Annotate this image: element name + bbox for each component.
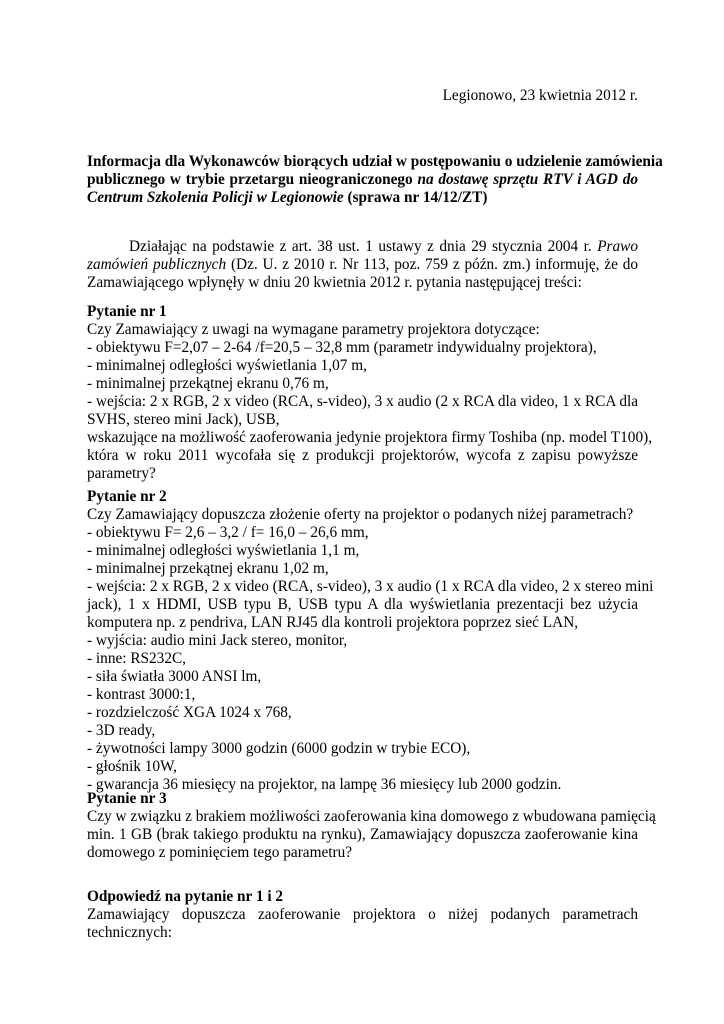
q1-line: wskazujące na możliwość zaoferowania jedynie projektora firmy Toshiba (np. model T100),: [87, 429, 653, 446]
q3-line: domowego z pominięciem tego parametru?: [87, 844, 353, 861]
q3-line: Czy w związku z brakiem możliwości zaoferowania kina domowego z wbudowana pamięcią: [87, 808, 656, 825]
q2-line: komputera np. z pendriva, LAN RJ45 dla kontroli projektora poprzez sieć LAN,: [87, 614, 579, 631]
answer-section: [87, 888, 638, 942]
question-1-heading: Pytanie nr 1: [87, 303, 167, 320]
question-1: [87, 303, 653, 483]
q1-line: która w roku 2011 wycofała się z produkcji projektorów, wycofa z zapisu powyższe: [87, 447, 638, 464]
title-line-3: [87, 189, 638, 207]
q3-line: min. 1 GB (brak takiego produktu na rynku), Zamawiający dopuszcza zaoferowanie kina: [87, 826, 638, 843]
q1-line: Czy Zamawiający z uwagi na wymagane parametry projektora dotyczące:: [87, 321, 540, 338]
q2-line: - kontrast 3000:1,: [87, 686, 196, 703]
q2-line: - żywotności lampy 3000 godzin (6000 godzin w trybie ECO),: [87, 740, 471, 757]
q2-line: - 3D ready,: [87, 722, 156, 739]
q2-line: - siła światła 3000 ANSI lm,: [87, 668, 262, 685]
q1-line: - minimalnej przekątnej ekranu 0,76 m,: [87, 375, 329, 392]
q2-line: - głośnik 10W,: [87, 758, 177, 775]
q1-line: SVHS, stereo mini Jack), USB,: [87, 411, 280, 428]
intro-line-2-text: (Dz. U. z 2010 r. Nr 113, poz. 759 z późn. zm.) informuję, że do: [230, 256, 639, 273]
document-title: [87, 153, 663, 207]
intro-line-1-italic: Prawo: [597, 238, 638, 255]
intro-line-2-italic: zamówień publicznych: [87, 256, 227, 273]
title-line-2-bold: publicznego w trybie przetargu nieograniczonego: [87, 171, 413, 188]
question-3-heading: Pytanie nr 3: [87, 790, 167, 807]
q2-line: jack), 1 x HDMI, USB typu B, USB typu A dla wyświetlania prezentacji bez użycia: [87, 596, 638, 613]
q2-line: - minimalnej odległości wyświetlania 1,1 m,: [87, 542, 360, 559]
answer-line: technicznych:: [87, 924, 172, 941]
q2-line: - rozdzielczość XGA 1024 x 768,: [87, 704, 292, 721]
q1-line: - obiektywu F=2,07 – 2-64 /f=20,5 – 32,8 mm (parametr indywidualny projektora),: [87, 339, 597, 356]
intro-line-1-text: Działając na podstawie z art. 38 ust. 1 ustawy z dnia 29 stycznia 2004 r.: [129, 238, 592, 255]
q2-line: - wyjścia: audio mini Jack stereo, monitor,: [87, 632, 348, 649]
intro-line-1: [87, 238, 638, 256]
title-line-2: [87, 171, 638, 189]
title-line-1: Informacja dla Wykonawców biorących udział w postępowaniu o udzielenie zamówienia: [87, 153, 663, 170]
title-line-3-bold: (sprawa nr 14/12/ZT): [347, 189, 488, 206]
q1-line: - minimalnej odległości wyświetlania 1,07 m,: [87, 357, 367, 374]
title-line-3-italic: Centrum Szkolenia Policji w Legionowie: [87, 189, 344, 206]
q2-line: Czy Zamawiający dopuszcza złożenie oferty na projektor o podanych niżej parametrach?: [87, 506, 634, 523]
document-date: Legionowo, 23 kwietnia 2012 r.: [442, 87, 638, 104]
q2-line: - inne: RS232C,: [87, 650, 187, 667]
intro-paragraph: [87, 238, 638, 292]
answer-heading: Odpowiedź na pytanie nr 1 i 2: [87, 888, 284, 905]
q2-line: - gwarancja 36 miesięcy na projektor, na lampę 36 miesięcy lub 2000 godzin.: [87, 776, 562, 793]
q1-line: - wejścia: 2 x RGB, 2 x video (RCA, s-video), 3 x audio (2 x RCA dla video, 1 x RCA dla: [87, 393, 639, 410]
question-2: [87, 488, 654, 794]
intro-line-2: [87, 256, 638, 274]
question-2-heading: Pytanie nr 2: [87, 488, 167, 505]
title-line-2-italic: na dostawę sprzętu RTV i AGD do: [417, 171, 639, 188]
intro-line-3: Zamawiającego wpłynęły w dniu 20 kwietnia 2012 r. pytania następującej treści:: [87, 274, 582, 291]
q2-line: - obiektywu F= 2,6 – 3,2 / f= 16,0 – 26,6 mm,: [87, 524, 369, 541]
q2-line: - minimalnej przekątnej ekranu 1,02 m,: [87, 560, 329, 577]
question-3: [87, 790, 656, 862]
q1-line: parametry?: [87, 465, 156, 482]
answer-line: Zamawiający dopuszcza zaoferowanie projektora o niżej podanych parametrach: [87, 906, 638, 923]
q2-line: - wejścia: 2 x RGB, 2 x video (RCA, s-video), 3 x audio (1 x RCA dla video, 2 x stereo mini: [87, 578, 654, 595]
